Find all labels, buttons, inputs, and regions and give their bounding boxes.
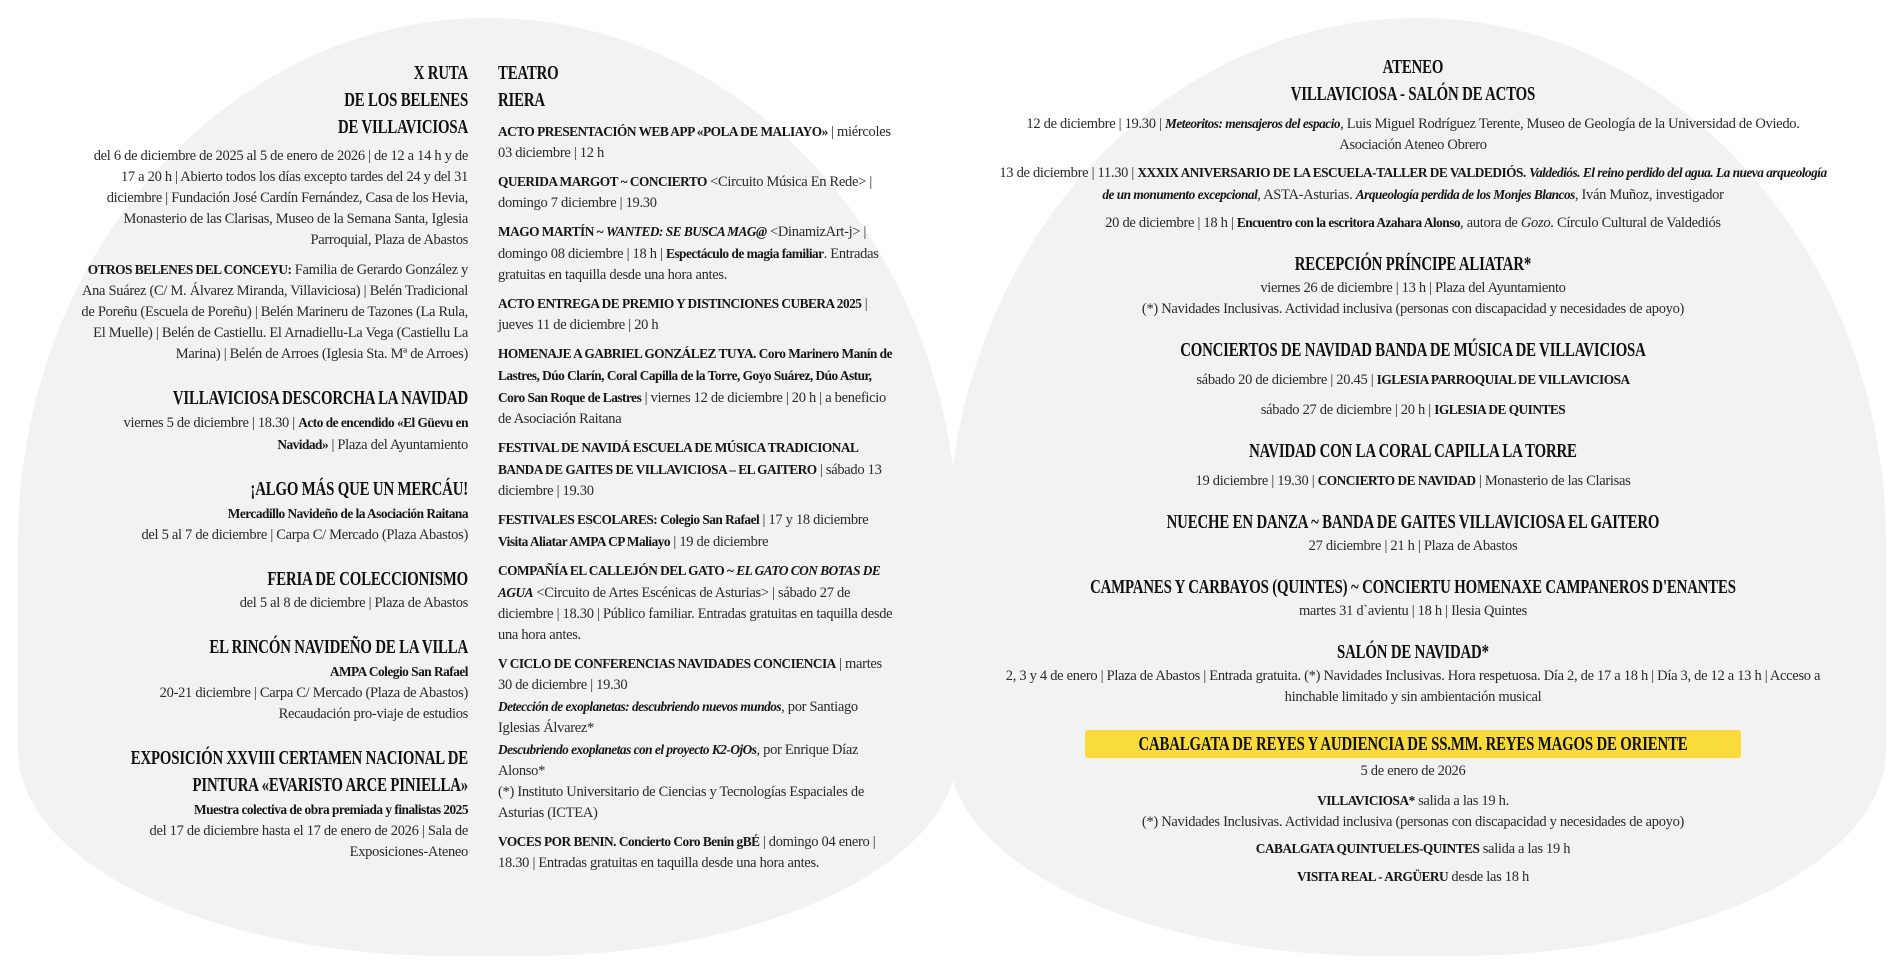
mercau-details [80, 525, 468, 546]
text-segment: . Círculo Cultural de Valdediós [1550, 215, 1721, 231]
emphasis-text: Visita Aliatar AMPA CP Maliayo [498, 534, 671, 549]
coral-title: NAVIDAD CON LA CORAL CAPILLA LA TORRE [1249, 440, 1577, 462]
emphasis-text: ACTO PRESENTACIÓN WEB APP «POLA DE MALIAYO» [498, 124, 828, 139]
emphasis-text: Acto de encendido «El Güevu en Navidad» [277, 415, 468, 452]
text-segment: del 17 de diciembre hasta el 17 de enero de 2026 | Sala de Exposiciones-Ateneo [149, 823, 468, 860]
ruta-belenes-section [80, 60, 468, 365]
emphasis-text: AMPA Colegio San Rafael [329, 664, 468, 679]
emphasis-text: VISITA REAL - ARGÜERU [1297, 869, 1449, 884]
mercau-subtitle [80, 503, 468, 525]
event-item [498, 437, 898, 502]
emphasis-text: Valdediós. El reino perdido del agua. La nueva arqueología de un monumento excepcional [1102, 165, 1827, 202]
emphasis-text: Gozo [1520, 215, 1551, 231]
event-item [498, 509, 898, 553]
exposicion-title-line: EXPOSICIÓN XXVIII CERTAMEN NACIONAL DE [130, 747, 468, 769]
text-segment: del 5 al 8 de diciembre | Plaza de Abastos [239, 595, 468, 611]
recepcion-title: RECEPCIÓN PRÍNCIPE ALIATAR* [1294, 253, 1532, 275]
emphasis-text: VILLAVICIOSA* [1317, 793, 1415, 808]
text-segment: Recaudación pro-viaje de estudios [278, 706, 468, 722]
exposicion-details [80, 821, 468, 863]
coral-details [998, 470, 1828, 492]
text-segment: salida a las 19 h. [1414, 793, 1509, 809]
ruta-title-line: X RUTA [413, 62, 468, 84]
text-segment: viernes 26 de diciembre | 13 h | Plaza del Ayuntamiento [1260, 280, 1566, 296]
ateneo-title-line: ATENEO [1382, 56, 1444, 78]
text-segment: viernes 5 de diciembre | 18.30 | [123, 415, 299, 431]
emphasis-text: Encuentro con la escritora Azahara Alonso [1236, 215, 1461, 230]
conciertos-title: CONCIERTOS DE NAVIDAD BANDA DE MÚSICA DE VILLAVICIOSA [1180, 339, 1646, 361]
nueche-title: NUECHE EN DANZA ~ BANDA DE GAITES VILLAVICIOSA EL GAITERO [1166, 511, 1660, 533]
event-item [498, 293, 898, 336]
visita-real [998, 866, 1828, 888]
text-segment: <Circuito de Artes Escénicas de Asturias> | sábado 27 de diciembre | 18.30 | Público familiar. Entradas gratuitas en taquilla desde una hora antes. [498, 585, 893, 643]
exposicion-title-line: PINTURA «EVARISTO ARCE PINIELLA» [192, 774, 468, 796]
mercau-title: ¡ALGO MÁS QUE UN MERCÁU! [250, 478, 468, 500]
nueche-details [998, 536, 1828, 557]
emphasis-text: FESTIVALES ESCOLARES: Colegio San Rafael [498, 512, 760, 527]
emphasis-text: V CICLO DE CONFERENCIAS NAVIDADES CONCIENCIA [498, 656, 836, 671]
text-segment: , ASTA-Asturias. [1257, 187, 1356, 203]
text-segment: sábado 20 de diciembre | 20.45 | [1196, 372, 1377, 388]
text-segment: | Plaza del Ayuntamiento [328, 437, 468, 453]
text-segment: | 17 y 18 diciembre [759, 512, 869, 528]
text-segment: desde las 18 h [1448, 869, 1529, 885]
text-segment: (*) Instituto Universitario de Ciencias y Tecnologías Espaciales de Asturias (ICTEA) [498, 784, 864, 821]
rincon-subtitle [80, 661, 468, 683]
nueche-section [998, 509, 1828, 557]
coral-section [998, 438, 1828, 492]
text-segment: sábado 27 de diciembre | 20 h | [1260, 402, 1435, 418]
rincon-note [80, 704, 468, 725]
cabalgata-title: CABALGATA DE REYES Y AUDIENCIA DE SS.MM. REYES MAGOS DE ORIENTE [1138, 733, 1688, 755]
ateneo-event [998, 212, 1828, 234]
rincon-details [80, 683, 468, 704]
text-segment: | sábado 13 diciembre | 19.30 [498, 462, 882, 499]
conference-talk [498, 739, 898, 782]
text-segment: | jueves 11 de diciembre | 20 h [498, 296, 868, 333]
mercau-section [80, 476, 468, 546]
emphasis-text: WANTED: SE BUSCA MAG@ [605, 224, 767, 239]
cabalgata-title-wrap [998, 730, 1828, 758]
emphasis-text: Mercadillo Navideño de la Asociación Raitana [227, 506, 468, 521]
text-segment: del 5 al 7 de diciembre | Carpa C/ Mercado (Plaza Abastos) [141, 527, 468, 543]
event-item [498, 221, 898, 286]
recepcion-details [998, 278, 1828, 299]
text-segment: | martes 30 de diciembre | 19.30 [498, 656, 882, 693]
ateneo-section [998, 54, 1828, 234]
emphasis-text: MAGO MARTÍN ~ [498, 224, 606, 239]
conference-note [498, 782, 898, 824]
cabalgata-date [998, 761, 1828, 782]
event-item [498, 343, 898, 430]
exposicion-section [80, 745, 468, 863]
emphasis-text: Descubriendo exoplanetas con el proyecto K2-OjOs [498, 742, 757, 757]
event-item [498, 121, 898, 164]
text-segment: . Entradas gratuitas en taquilla desde una hora antes. [498, 246, 879, 283]
rincon-section [80, 634, 468, 725]
emphasis-text: EL GATO CON BOTAS DE AGUA [498, 563, 881, 600]
emphasis-text: Arqueología perdida de los Monjes Blancos [1355, 187, 1575, 202]
event-item [498, 171, 898, 214]
emphasis-text: QUERIDA MARGOT ~ CONCIERTO [498, 174, 707, 189]
concierto-date [998, 369, 1828, 391]
descorcha-section [80, 385, 468, 456]
text-segment: | domingo 04 enero | 18.30 | Entradas gratuitas en taquilla desde una hora antes. [498, 834, 876, 871]
ateneo-and-events-column [998, 54, 1828, 888]
event-item [498, 560, 898, 646]
text-segment: , autora de [1460, 215, 1521, 231]
emphasis-text: IGLESIA DE QUINTES [1434, 402, 1566, 417]
text-segment: | miércoles 03 diciembre | 12 h [498, 124, 891, 161]
cabalgata-quintes [998, 838, 1828, 860]
text-segment: <DinamizArt-j> | domingo 08 diciembre | 18 h | [498, 224, 867, 262]
emphasis-text: Detección de exoplanetas: descubriendo nuevos mundos [498, 699, 782, 714]
concierto-date [998, 399, 1828, 421]
text-segment: 13 de diciembre | 11.30 | [999, 165, 1138, 181]
text-segment: 27 diciembre | 21 h | Plaza de Abastos [1308, 538, 1518, 554]
cabalgata-villaviciosa [998, 790, 1828, 812]
text-segment: <Circuito Música En Rede> | domingo 7 diciembre | 19.30 [498, 174, 872, 211]
cabalgata-section [998, 730, 1828, 888]
otros-belenes [80, 259, 468, 365]
text-segment: , Iván Muñoz, investigador [1574, 187, 1724, 203]
text-segment: (*) Navidades Inclusivas. Actividad inclusiva (personas con discapacidad y necesidades de apoyo) [1141, 301, 1685, 317]
emphasis-text: XXXIX ANIVERSARIO DE LA ESCUELA-TALLER DE VALDEDIÓS. [1137, 165, 1526, 180]
ateneo-event [998, 162, 1828, 206]
emphasis-text: CONCIERTO DE NAVIDAD [1317, 473, 1476, 488]
exposicion-subtitle [80, 799, 468, 821]
text-segment: 19 diciembre | 19.30 | [1195, 473, 1318, 489]
text-segment: (*) Navidades Inclusivas. Actividad inclusiva (personas con discapacidad y necesidades de apoyo) [1141, 814, 1685, 830]
salon-title: SALÓN DE NAVIDAD* [1337, 641, 1489, 663]
event-item [498, 653, 898, 696]
ruta-title-line: DE VILLAVICIOSA [337, 116, 468, 138]
emphasis-text: VOCES POR BENIN. Concierto Coro Benin gBÉ [498, 834, 760, 849]
conference-talk [498, 696, 898, 739]
ruta-details [80, 146, 468, 251]
text-segment: martes 31 d`avientu | 18 h | Ilesia Quintes [1298, 603, 1528, 619]
emphasis-text: COMPAÑÍA EL CALLEJÓN DEL GATO ~ [498, 563, 737, 578]
emphasis-text: Meteoritos: mensajeros del espacio [1164, 116, 1341, 131]
emphasis-text: ACTO ENTREGA DE PREMIO Y DISTINCIONES CUBERA 2025 [498, 296, 862, 311]
text-segment: 2, 3 y 4 de enero | Plaza de Abastos | Entrada gratuita. (*) Navidades Inclusivas. Hora respetuosa. Día 2, de 17 a 18 h | Día 3, de 12 a 13 h | Acceso a hinchable limitado y sin ambientación musical [1005, 668, 1821, 705]
emphasis-text: IGLESIA PARROQUIAL DE VILLAVICIOSA [1376, 372, 1630, 387]
recepcion-note [998, 299, 1828, 320]
emphasis-text: Muestra colectiva de obra premiada y finalistas 2025 [194, 802, 468, 817]
conciertos-section [998, 337, 1828, 421]
text-segment: | Monasterio de las Clarisas [1475, 473, 1631, 489]
text-segment: , por Santiago Iglesias Álvarez* [498, 699, 858, 736]
salon-section [998, 639, 1828, 708]
campanes-title: CAMPANES Y CARBAYOS (QUINTES) ~ CONCIERTU HOMENAXE CAMPANEROS D'ENANTES [1090, 576, 1736, 598]
salon-details [998, 666, 1828, 708]
feria-title: FERIA DE COLECCIONISMO [267, 568, 468, 590]
campanes-details [998, 601, 1828, 622]
text-segment: Familia de Gerardo González y Ana Suárez (C/ M. Álvarez Miranda, Villaviciosa) | Belén Tradicional de Poreñu (Escuela de Poreñu) | Belén Marineru de Tazones (La Rula, El Muelle) | Belén de Castiellu. El Arnadiellu-La Vega (Castiellu La Marina) | Belén de Arroes (Iglesia Sta. Mª de Arroes) [81, 262, 468, 362]
feria-details [80, 593, 468, 614]
text-segment: salida a las 19 h [1479, 841, 1571, 857]
event-item [498, 831, 898, 874]
ateneo-event [998, 113, 1828, 156]
text-segment: del 6 de diciembre de 2025 al 5 de enero de 2026 | de 12 a 14 h y de 17 a 20 h | Abierto todos los días excepto tardes del 24 y del 31 diciembre | Fundación José Cardín Fernández, Casa de los Hevia, Monasterio de las Clarisas, Museo de la Semana Santa, Iglesia Parroquial, Plaza de Abastos [93, 148, 468, 248]
teatro-riera-column [498, 60, 898, 874]
text-segment: | 19 de diciembre [670, 534, 769, 550]
ateneo-title-line: VILLAVICIOSA - SALÓN DE ACTOS [1290, 83, 1536, 105]
text-segment: , por Enrique Díaz Alonso* [498, 742, 859, 779]
cabalgata-note [998, 812, 1828, 833]
teatro-title-line: TEATRO [498, 62, 559, 84]
emphasis-text: OTROS BELENES DEL CONCEYU: [87, 262, 292, 277]
text-segment: 5 de enero de 2026 [1360, 763, 1466, 779]
teatro-title-line: RIERA [498, 89, 545, 111]
text-segment: | viernes 12 de diciembre | 20 h | a beneficio de Asociación Raitana [498, 390, 886, 427]
text-segment: 20-21 diciembre | Carpa C/ Mercado (Plaza de Abastos) [159, 685, 468, 701]
emphasis-text: CABALGATA QUINTUELES-QUINTES [1255, 841, 1480, 856]
recepcion-section [998, 251, 1828, 320]
campanes-section [998, 574, 1828, 622]
rincon-title: EL RINCÓN NAVIDEÑO DE LA VILLA [209, 636, 468, 658]
descorcha-title: VILLAVICIOSA DESCORCHA LA NAVIDAD [172, 387, 469, 409]
belenes-column [80, 60, 468, 863]
cabalgata-highlight [1085, 730, 1741, 758]
text-segment: 12 de diciembre | 19.30 | [1026, 116, 1165, 132]
emphasis-text: HOMENAJE A GABRIEL GONZÁLEZ TUYA. Coro Marinero Manín de Lastres, Dúo Clarín, Coral Capilla de la Torre, Goyo Suárez, Dúo Astur, Coro San Roque de Lastres [498, 346, 892, 405]
ruta-title-line: DE LOS BELENES [344, 89, 468, 111]
emphasis-text: Espectáculo de magia familiar [665, 246, 824, 261]
descorcha-details [80, 412, 468, 456]
text-segment: , Luis Miguel Rodríguez Terente, Museo de Geología de la Universidad de Oviedo. Asociación Ateneo Obrero [1339, 116, 1800, 153]
feria-section [80, 566, 468, 614]
emphasis-text: FESTIVAL DE NAVIDÁ ESCUELA DE MÚSICA TRADICIONAL BANDA DE GAITES DE VILLAVICIOSA – EL GAITERO [498, 440, 858, 477]
text-segment: 20 de diciembre | 18 h | [1105, 215, 1237, 231]
